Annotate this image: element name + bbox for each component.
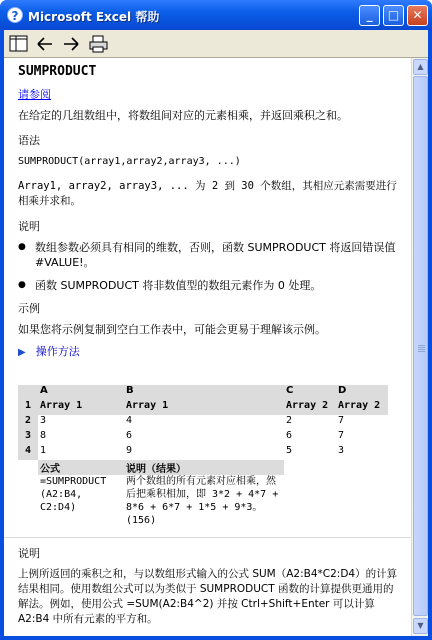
row-number: 3 [18,430,38,445]
column-header: A [38,385,124,400]
note-item: ● 数组参数必须具有相同的维数，否则，函数 SUMPRODUCT 将返回错误值 #VALUE!。 [18,240,403,270]
howto-expander[interactable]: ▶ 操作方法 [18,345,80,358]
formula-header: 公式 [38,460,124,475]
description-cell: 两个数组的所有元素对应相乘，然后把乘积相加，即 3*2 + 4*7 + 8*6 + 6*7 + 1*5 + 9*3。(156) [126,476,279,526]
column-header: D [336,385,388,400]
print-icon[interactable] [88,34,110,54]
table-cell: 7 [338,415,345,426]
table-cell: 6 [126,430,133,441]
toolbar [4,30,428,58]
table-cell: Array 1 [124,400,284,415]
row-number: 1 [18,400,38,415]
table-row [18,400,388,415]
table-cell: Array 2 [284,400,336,415]
table-cell: 2 [286,415,293,426]
column-header: C [284,385,336,400]
scroll-thumb[interactable] [413,76,428,616]
table-cell: Array 1 [38,400,124,415]
table-cell: 4 [126,415,133,426]
scroll-down-icon[interactable]: ▼ [413,618,428,634]
back-icon[interactable] [34,34,56,54]
see-also-link[interactable]: 请参阅 [18,88,51,101]
formula-row [18,475,388,527]
window-title: Microsoft Excel 帮助 [28,10,160,24]
description-header: 说明（结果） [124,460,284,475]
title-bar[interactable] [0,0,432,30]
notes-title: 说明 [18,220,40,233]
notes-list [18,240,403,293]
help-content [4,58,411,636]
example-title: 示例 [18,302,40,315]
forward-icon[interactable] [60,34,82,54]
table-row [18,415,388,430]
row-number: 4 [18,445,38,460]
table-cell: 3 [338,445,345,456]
syntax-text: SUMPRODUCT(array1,array2,array3, ...) [18,156,241,167]
args-text: Array1, array2, array3, ... 为 2 到 30 个数组，其相应元素需要进行相乘并求和。 [18,180,397,207]
note-item: ● 函数 SUMPRODUCT 将非数值型的数组元素作为 0 处理。 [18,278,403,293]
intro-text: 在给定的几组数组中，将数组间对应的元素相乘，并返回乘积之和。 [18,109,348,122]
formula-cell: =SUMPRODUCT (A2:B4, C2:D4) [40,476,107,513]
table-cell: Array 2 [336,400,388,415]
table-cell: 3 [40,415,47,426]
table-row [18,445,388,460]
footer-title: 说明 [18,547,40,560]
topic-heading: SUMPRODUCT [18,64,97,79]
table-row [18,430,388,445]
column-header: B [124,385,284,400]
expand-triangle-icon: ▶ [18,347,26,358]
close-button[interactable]: ✕ [407,5,428,26]
client-area [4,30,428,636]
table-cell: 5 [286,445,293,456]
help-icon: ? [7,7,23,23]
table-cell: 9 [126,445,133,456]
table-cell: 6 [286,430,293,441]
table-cell: 8 [40,430,47,441]
minimize-button[interactable]: _ [359,5,380,26]
table-cell: 1 [40,445,47,456]
table-cell: 7 [338,430,345,441]
example-table [18,385,388,527]
footer-text: 上例所返回的乘积之和，与以数组形式输入的公式 SUM（A2:B4*C2:D4）的计算结果相同。使用数组公式可以为类似于 SUMPRODUCT 函数的计算提供更通用的解法。例如，使用公式 =SUM(A2:B4^2) 并按 Ctrl+Shift+Enter 可以计算 A2:B4 中所有元素的平方和。 [18,568,398,625]
maximize-button[interactable]: □ [383,5,404,26]
vertical-scrollbar[interactable] [411,58,428,636]
example-intro: 如果您将示例复制到空白工作表中，可能会更易于理解该示例。 [18,323,326,336]
column-header-row [18,385,388,400]
row-number: 2 [18,415,38,430]
syntax-title: 语法 [18,134,40,147]
show-hide-pane-icon[interactable] [8,34,30,54]
scroll-up-icon[interactable]: ▲ [413,59,428,75]
formula-header-row [18,460,388,475]
